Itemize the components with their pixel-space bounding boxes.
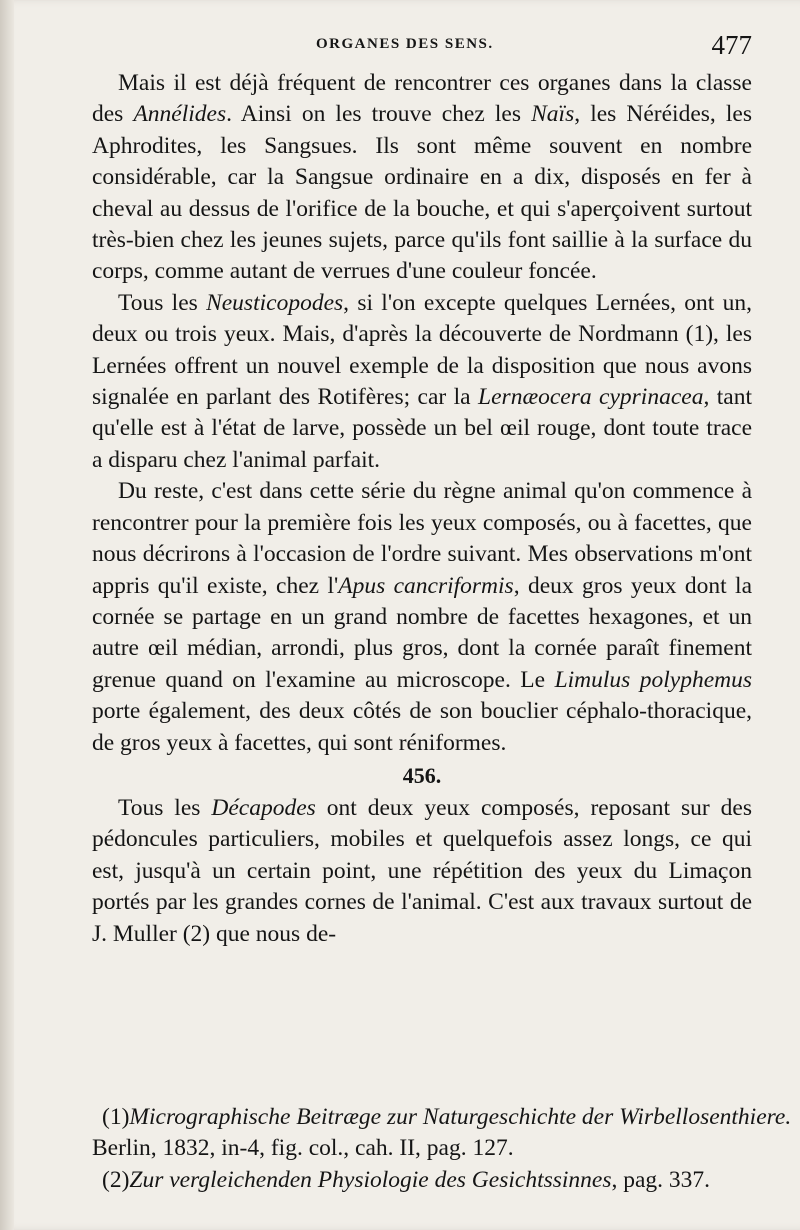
text-run: Tous les bbox=[118, 794, 212, 821]
footnote-marker: (2) bbox=[102, 1166, 130, 1193]
text-run: Mais il est déjà fréquent de rencontrer ces organes dans la classe des bbox=[92, 70, 752, 128]
page-number: 477 bbox=[711, 30, 752, 60]
running-head: ORGANES DES SENS. bbox=[316, 36, 494, 52]
footnote-2 bbox=[92, 1165, 764, 1196]
paragraph-yeux-composes bbox=[92, 476, 752, 759]
paragraph-decapodes bbox=[92, 793, 752, 950]
text-run: . Ainsi on les trouve chez les bbox=[226, 101, 532, 128]
italic-term: Neusticopodes bbox=[206, 289, 344, 316]
footnote-1 bbox=[92, 1102, 792, 1165]
footnote-details: , pag. 337. bbox=[611, 1166, 711, 1193]
italic-term: Lernæocera cyprinacea bbox=[478, 384, 704, 411]
paragraph-annelides bbox=[92, 68, 752, 288]
page-gutter bbox=[0, 0, 14, 1230]
footnote-marker: (1) bbox=[102, 1104, 130, 1130]
text-run: ont deux yeux composés, reposant sur des pédoncules particuliers, mobiles et quelquefois assez longs, ce qui est, jusqu'à un certain point, une répétition des yeux du Limaçon portés par les grandes cornes de l'animal. C'est aux travaux surtout de J. Muller (2) que nous de- bbox=[92, 794, 752, 947]
text-run: , les Néréides, les Aphrodites, les Sangsues. Ils sont même souvent en nombre considérable, car la Sangsue ordinaire en a dix, disposés en fer à cheval au dessus de l'orifice de la bouche, et qui s'aperçoivent surtout très-bien chez les jeunes sujets, parce qu'ils font saillie à la surface du corps, comme autant de verrues d'une couleur foncée. bbox=[92, 101, 752, 285]
page-header bbox=[92, 32, 752, 66]
paragraph-neusticopodes bbox=[92, 288, 752, 476]
text-run: porte également, des deux côtés de son bouclier céphalo-thoracique, de gros yeux à facettes, qui sont réniformes. bbox=[92, 698, 752, 756]
footnote-title: Micrographische Beitræge zur Naturgeschichte der Wirbellosenthiere. bbox=[129, 1104, 792, 1130]
text-run: , si l'on excepte quelques Lernées, ont un, deux ou trois yeux. Mais, d'après la découverte de Nordmann (1), les Lernées offrent un nouvel exemple de la disposition que nous avons signalée en parlant des Rotifères; car la bbox=[92, 289, 753, 411]
italic-term: Naïs bbox=[531, 101, 575, 128]
section-number: 456. bbox=[402, 762, 442, 788]
footnote-details: Berlin, 1832, in-4, fig. col., cah. II, pag. 127. bbox=[92, 1135, 514, 1162]
italic-term: Apus cancriformis bbox=[338, 572, 514, 599]
footnote-title: Zur vergleichenden Physiologie des Gesichtssinnes bbox=[129, 1166, 612, 1193]
footnotes bbox=[92, 1102, 792, 1196]
italic-term: Limulus polyphemus bbox=[554, 666, 753, 693]
main-text bbox=[92, 68, 752, 950]
text-run: , deux gros yeux dont la cornée se partage en un grand nombre de facettes hexagones, et un autre œil médian, arrondi, plus gros, dont la cornée paraît finement grenue quand on l'examine au microscope. Le bbox=[92, 572, 753, 693]
text-run: Tous les bbox=[118, 289, 207, 316]
text-run: Du reste, c'est dans cette série du règne animal qu'on commence à rencontrer pour la première fois les yeux composés, ou à facettes, que nous décrirons à l'occasion de l'ordre suivant. Mes observations m'ont appris qu'il existe, chez l' bbox=[92, 478, 752, 599]
italic-term: Décapodes bbox=[211, 794, 316, 821]
italic-term: Annélides bbox=[133, 101, 227, 128]
text-run: , tant qu'elle est à l'état de larve, possède un bel œil rouge, dont toute trace a disparu chez l'animal parfait. bbox=[92, 384, 752, 473]
